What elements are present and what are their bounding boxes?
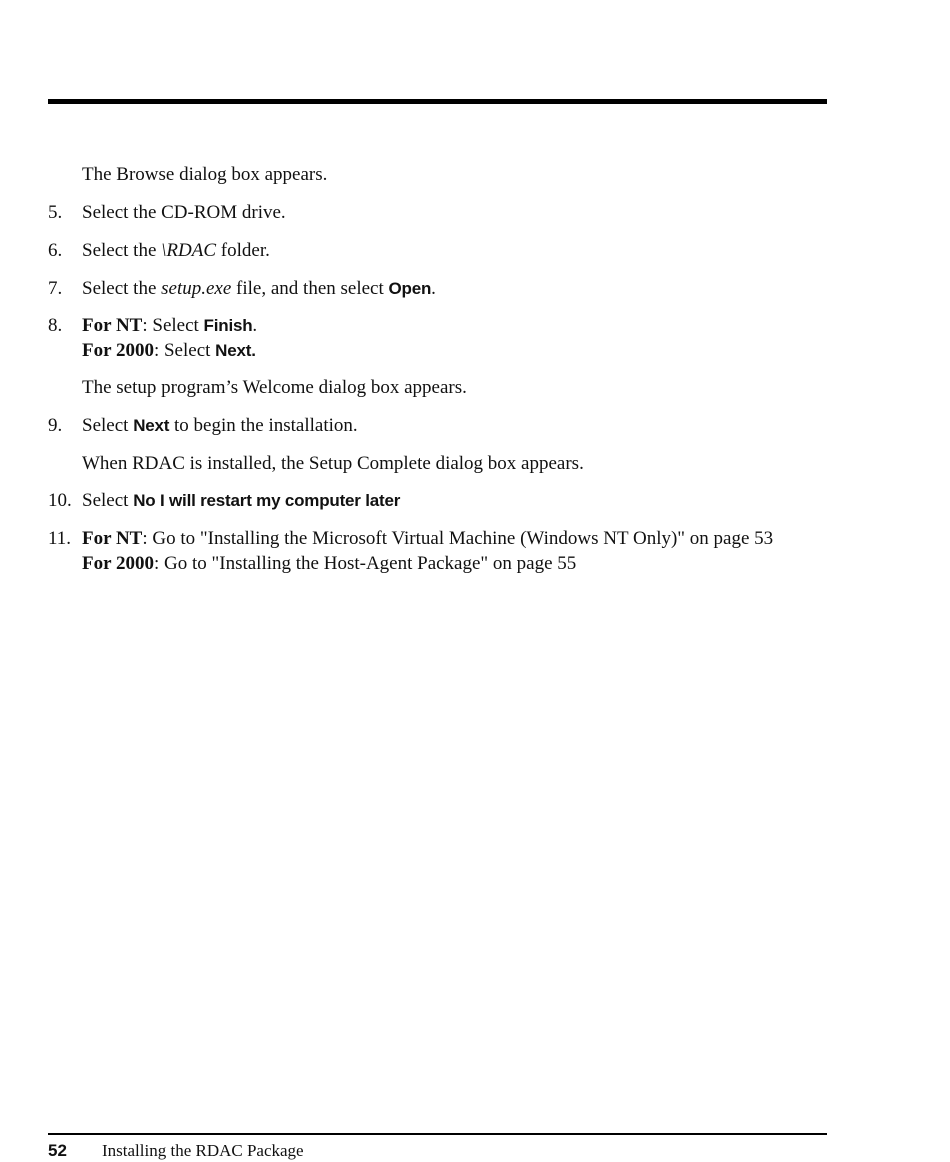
step-8-nt-line [82, 314, 257, 338]
step-9-text [82, 414, 358, 438]
step-10-pre: Select [82, 490, 134, 511]
step-11-2000-line [82, 552, 576, 576]
header-rule [48, 99, 827, 104]
finish-ui-label: Finish [203, 316, 253, 335]
step-10-number: 10. [48, 490, 72, 511]
nt-goto-text: : Go to "Installing the Microsoft Virtual Machine (Windows NT Only)" on page 53 [142, 528, 774, 549]
step-9-note: When RDAC is installed, the Setup Complete dialog box appears. [82, 453, 584, 474]
step-6-number: 6. [48, 240, 63, 261]
step-7-mid: file, and then select [231, 278, 389, 299]
file-name: setup.exe [161, 278, 232, 299]
nt-label: For NT [82, 315, 143, 336]
step-7-number: 7. [48, 278, 63, 299]
w2k-label-2: For 2000 [82, 553, 154, 574]
step-6-text [82, 239, 270, 263]
footer-rule [48, 1133, 827, 1135]
step-7-post: . [431, 278, 436, 299]
w2k-label: For 2000 [82, 340, 154, 361]
restart-later-ui-label: No I will restart my computer later [133, 491, 401, 510]
step-8-note: The setup program’s Welcome dialog box appears. [82, 377, 467, 398]
step-6-pre: Select the [82, 240, 162, 261]
w2k-goto-text: : Go to "Installing the Host-Agent Package" on page 55 [153, 553, 577, 574]
next-ui-label-2: Next [133, 416, 170, 435]
step-7-pre: Select the [82, 278, 162, 299]
step-5-text: Select the CD-ROM drive. [82, 202, 286, 223]
step-11-number: 11. [48, 528, 72, 549]
step-7-text [82, 277, 436, 301]
footer-section-title: Installing the RDAC Package [102, 1141, 304, 1160]
step-11-nt-line [82, 527, 773, 551]
step-6-post: folder. [216, 240, 270, 261]
step-5-number: 5. [48, 202, 63, 223]
step-10-text [82, 489, 400, 513]
step-9-number: 9. [48, 415, 63, 436]
nt-label-2: For NT [82, 528, 143, 549]
page-number: 52 [48, 1141, 67, 1160]
next-ui-label: Next. [215, 341, 256, 360]
step-8-number: 8. [48, 315, 63, 336]
nt-text: : Select [142, 315, 204, 336]
nt-post: . [252, 315, 258, 336]
step-8-2000-line [82, 339, 256, 363]
folder-path: \RDAC [161, 240, 217, 261]
w2k-text: : Select [153, 340, 216, 361]
step-9-post: to begin the installation. [169, 415, 358, 436]
step-9-pre: Select [82, 415, 134, 436]
open-ui-label: Open [388, 279, 432, 298]
intro-text: The Browse dialog box appears. [82, 164, 328, 185]
